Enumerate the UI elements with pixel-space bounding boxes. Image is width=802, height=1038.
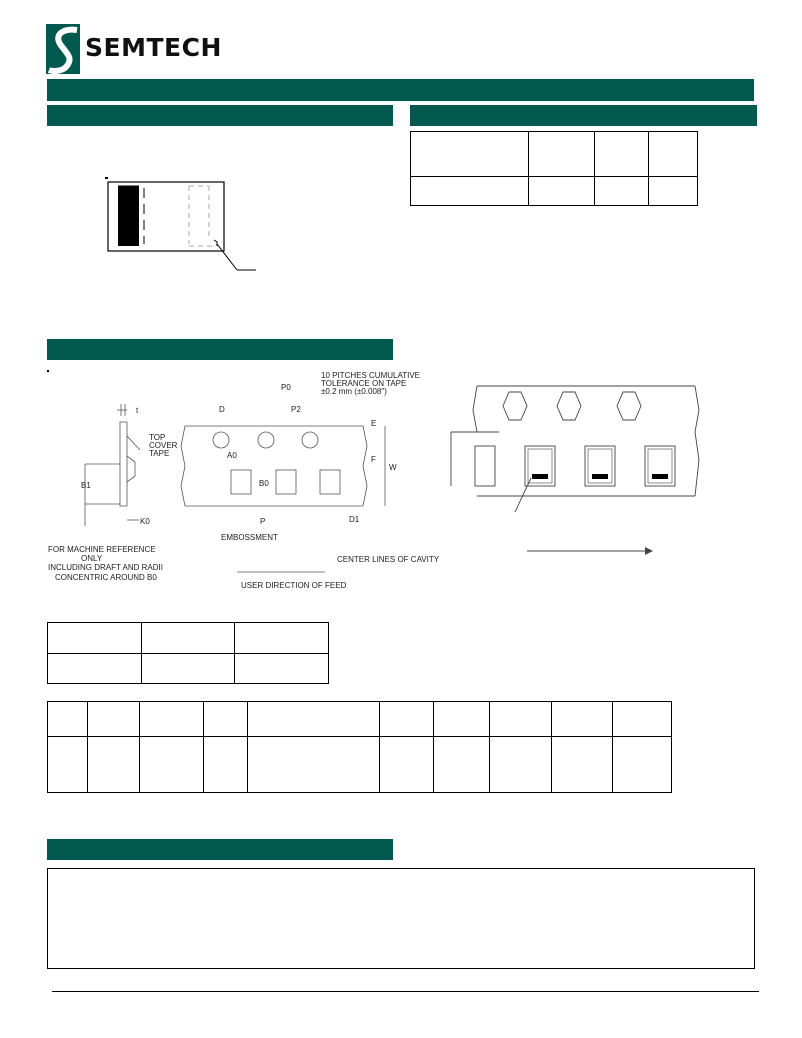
label-center-lines: CENTER LINES OF CAVITY	[337, 555, 440, 564]
label-t: t	[136, 406, 139, 415]
label-k0: K0	[140, 517, 150, 526]
label-b1: B1	[81, 481, 91, 490]
tape-dimension-table	[47, 701, 672, 793]
label-top-cover-1: TOP	[149, 433, 166, 442]
company-name: SEMTECH	[85, 33, 222, 62]
pitch-note-3: ±0.2 mm (±0.008")	[321, 387, 387, 396]
reel-header-cell	[235, 623, 329, 654]
marking-drawing	[104, 176, 264, 276]
pitch-note-2: TOLERANCE ON TAPE	[321, 379, 407, 388]
title-banner	[47, 79, 754, 101]
tape-header-cell	[613, 702, 672, 737]
tape-cell	[380, 737, 434, 793]
label-user-direction: USER DIRECTION OF FEED	[241, 581, 347, 590]
ordering-cell	[649, 177, 698, 206]
reel-header-cell	[48, 623, 142, 654]
note-machine-1: FOR MACHINE REFERENCE	[48, 545, 156, 554]
tape-cell	[139, 737, 203, 793]
tape-cell	[552, 737, 613, 793]
tape-cell	[434, 737, 490, 793]
tape-dimension-drawing	[45, 366, 445, 592]
label-f: F	[371, 455, 376, 464]
notes-box	[47, 868, 755, 969]
tape-header-cell	[247, 702, 380, 737]
ordering-cell	[595, 177, 649, 206]
semtech-logo-icon	[46, 24, 80, 74]
tape-orientation-drawing	[449, 380, 749, 560]
tape-cell	[247, 737, 380, 793]
reel-dimension-table	[47, 622, 329, 684]
ordering-header-cell	[411, 132, 529, 177]
label-top-cover-3: TAPE	[149, 449, 170, 458]
ordering-cell	[528, 177, 594, 206]
tape-cell	[490, 737, 552, 793]
label-p0: P0	[281, 383, 291, 392]
reel-cell	[48, 654, 142, 684]
note-machine-4: CONCENTRIC AROUND B0	[55, 573, 157, 582]
tape-cell	[203, 737, 247, 793]
tape-header-cell	[380, 702, 434, 737]
tape-cell	[613, 737, 672, 793]
tape-header-cell	[434, 702, 490, 737]
label-d1: D1	[349, 515, 360, 524]
label-b0: B0	[259, 479, 269, 488]
reel-header-cell	[141, 623, 235, 654]
ordering-cell	[411, 177, 529, 206]
label-d: D	[219, 405, 225, 414]
label-top-cover-2: COVER	[149, 441, 178, 450]
label-w: W	[389, 463, 397, 472]
reel-cell	[141, 654, 235, 684]
label-a0: A0	[227, 451, 237, 460]
ordering-header-cell	[528, 132, 594, 177]
tape-cell	[48, 737, 88, 793]
ordering-table	[410, 131, 698, 206]
section-bar-notes	[47, 839, 393, 860]
tape-header-cell	[203, 702, 247, 737]
tape-header-cell	[139, 702, 203, 737]
semtech-logo	[46, 24, 80, 74]
tape-header-cell	[552, 702, 613, 737]
tape-header-cell	[87, 702, 139, 737]
label-e: E	[371, 419, 377, 428]
label-p2: P2	[291, 405, 301, 414]
reel-cell	[235, 654, 329, 684]
note-machine-2: ONLY	[81, 554, 103, 563]
ordering-header-cell	[595, 132, 649, 177]
pitch-note-1: 10 PITCHES CUMULATIVE	[321, 371, 420, 380]
label-p: P	[260, 517, 266, 526]
tape-header-cell	[490, 702, 552, 737]
tape-header-cell	[48, 702, 88, 737]
section-bar-marking	[47, 105, 393, 126]
note-machine-3: INCLUDING DRAFT AND RADII	[48, 563, 163, 572]
tape-cell	[87, 737, 139, 793]
section-bar-ordering	[410, 105, 757, 126]
ordering-header-cell	[649, 132, 698, 177]
label-embossment: EMBOSSMENT	[221, 533, 278, 542]
section-bar-tape-reel	[47, 339, 393, 360]
footer-rule	[52, 991, 759, 992]
